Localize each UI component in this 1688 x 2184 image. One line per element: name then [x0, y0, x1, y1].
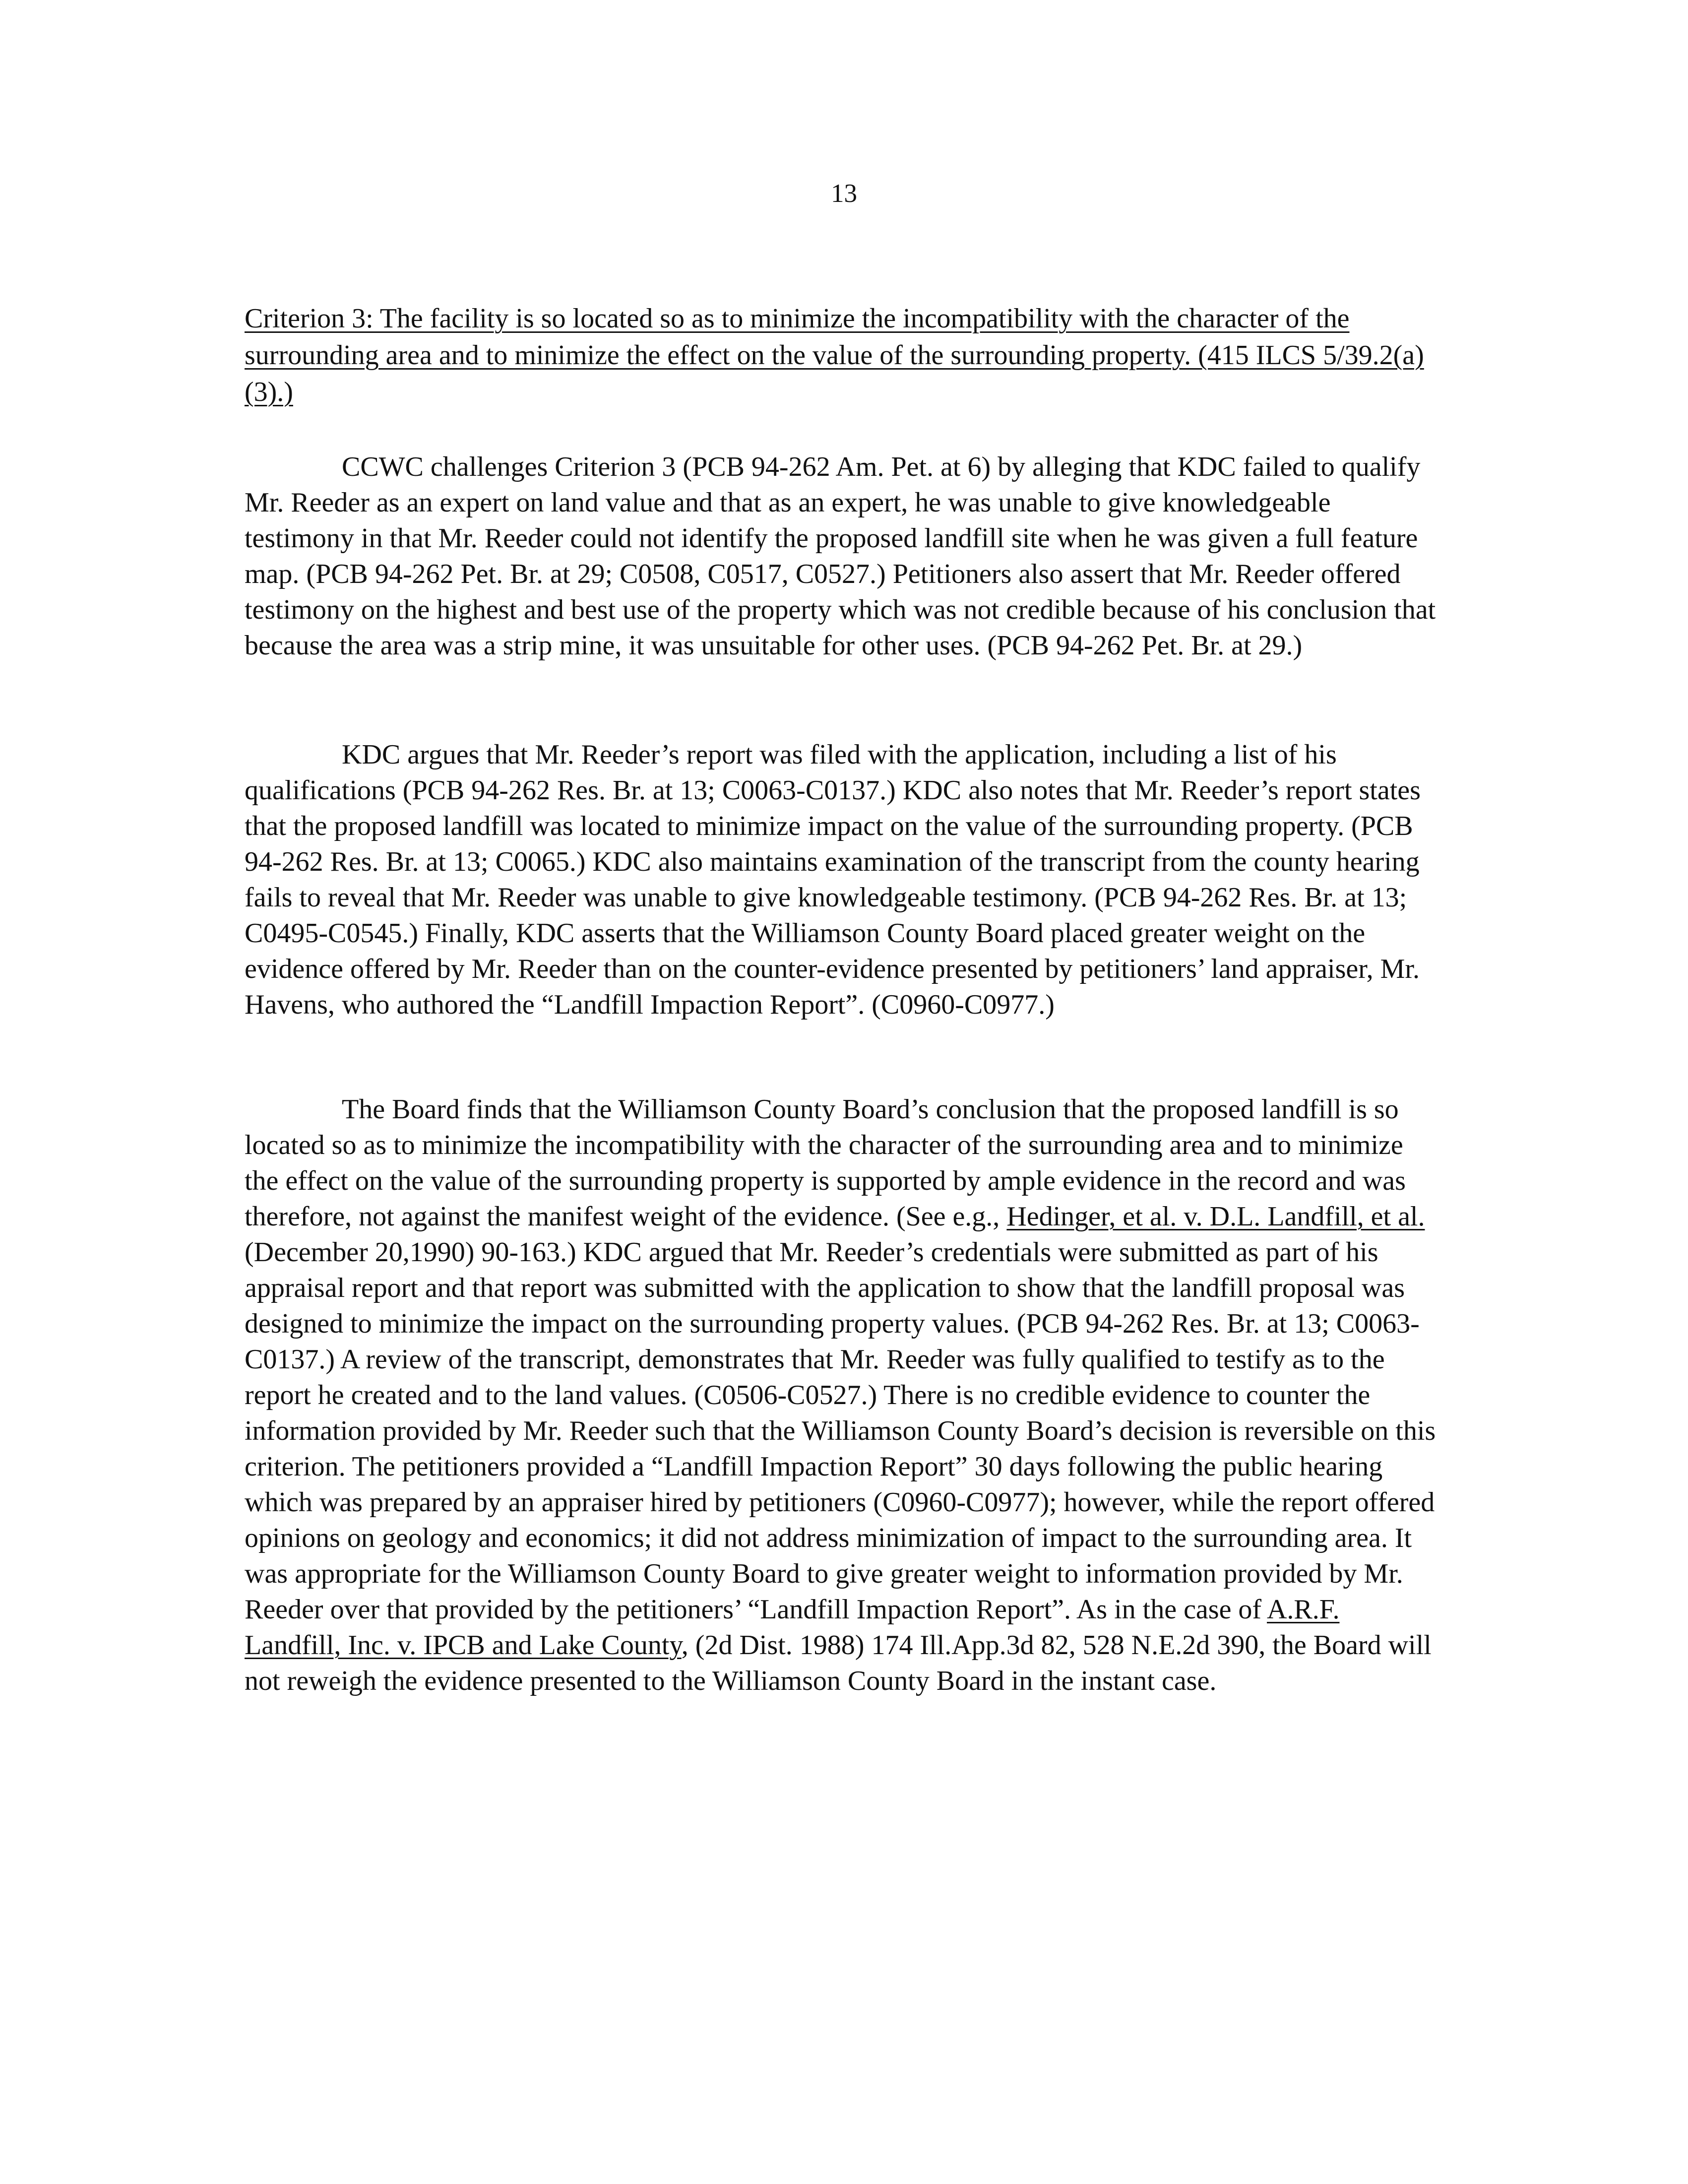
criterion-3-heading: Criterion 3: The facility is so located so as to minimize the incompatibility with the character of the surrounding area and to minimize the effect on the value of the surrounding property. (415 ILCS 5/39.2(a)(3).) — [245, 303, 1424, 407]
page-number: 13 — [831, 179, 857, 208]
case-citation-arf-landfill: A.R.F. Landfill, Inc. v. IPCB and Lake County — [245, 1594, 1340, 1661]
paragraph-board-finding — [245, 1092, 1442, 1699]
board-finding-text-3: , (2d Dist. 1988) 174 Ill.App.3d 82, 528 N.E.2d 390, the Board will not reweigh the evidence presented to the Williamson County Board in the instant case. — [245, 1630, 1432, 1696]
paragraph-ccwc-challenge: CCWC challenges Criterion 3 (PCB 94-262 Am. Pet. at 6) by alleging that KDC failed to qualify Mr. Reeder as an expert on land value and that as an expert, he was unable to give knowledgeable testimony in that Mr. Reeder could not identify the proposed landfill site when he was given a full feature map. (PCB 94-262 Pet. Br. at 29; C0508, C0517, C0527.) Petitioners also assert that Mr. Reeder offered testimony on the highest and best use of the property which was not credible because of his conclusion that because the area was a strip mine, it was unsuitable for other uses. (PCB 94-262 Pet. Br. at 29.) — [245, 451, 1436, 661]
board-finding-text-2: (December 20,1990) 90-163.) KDC argued that Mr. Reeder’s credentials were submitted as part of his appraisal report and that report was submitted with the application to show that the landfill proposal was designed to minimize the impact on the surrounding property values. (PCB 94-262 Res. Br. at 13; C0063-C0137.) A review of the transcript, demonstrates that Mr. Reeder was fully qualified to testify as to the report he created and to the land values. (C0506-C0527.) There is no credible evidence to counter the information provided by Mr. Reeder such that the Williamson County Board’s decision is reversible on this criterion. The petitioners provided a “Landfill Impaction Report” 30 days following the public hearing which was prepared by an appraiser hired by petitioners (C0960-C0977); however, while the report offered opinions on geology and economics; it did not address minimization of impact to the surrounding area. It was appropriate for the Williamson County Board to give greater weight to information provided by Mr. Reeder over that provided by the petitioners’ “Landfill Impaction Report”. As in the case of — [245, 1237, 1436, 1625]
paragraph-kdc-argument: KDC argues that Mr. Reeder’s report was filed with the application, including a list of his qualifications (PCB 94-262 Res. Br. at 13; C0063-C0137.) KDC also notes that Mr. Reeder’s report states that the proposed landfill was located to minimize impact on the value of the surrounding property. (PCB 94-262 Res. Br. at 13; C0065.) KDC also maintains examination of the transcript from the county hearing fails to reveal that Mr. Reeder was unable to give knowledgeable testimony. (PCB 94-262 Res. Br. at 13; C0495-C0545.) Finally, KDC asserts that the Williamson County Board placed greater weight on the evidence offered by Mr. Reeder than on the counter-evidence presented by petitioners’ land appraiser, Mr. Havens, who authored the “Landfill Impaction Report”. (C0960-C0977.) — [245, 739, 1421, 1020]
board-finding-text-1: The Board finds that the Williamson County Board’s conclusion that the proposed landfill is so located so as to minimize the incompatibility with the character of the surrounding area and to minimize the effect on the value of the surrounding property is supported by ample evidence in the record and was therefore, not against the manifest weight of the evidence. (See e.g., — [245, 1094, 1406, 1232]
case-citation-hedinger: Hedinger, et al. v. D.L. Landfill, et al. — [1006, 1201, 1425, 1232]
